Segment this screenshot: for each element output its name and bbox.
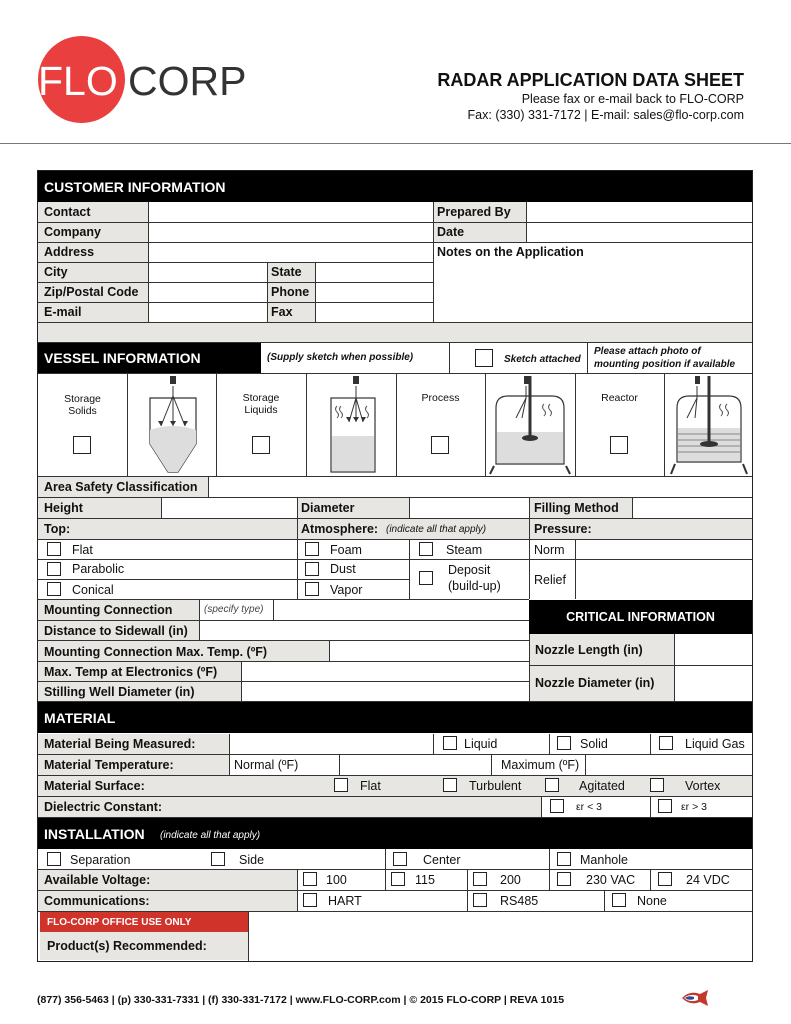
rs485-label: RS485 [500, 894, 539, 908]
mount-max-temp-field[interactable] [330, 641, 529, 661]
surface-turbulent-checkbox[interactable] [443, 778, 457, 792]
top-parabolic-label: Parabolic [72, 562, 125, 576]
pressure-norm-field[interactable] [576, 539, 752, 559]
voltage-200-label: 200 [500, 873, 521, 887]
atmosphere-note: (indicate all that apply) [386, 524, 487, 535]
voltage-230-label: 230 VAC [586, 873, 636, 887]
email-label: E-mail [44, 305, 82, 319]
office-use-banner: FLO-CORP OFFICE USE ONLY [40, 912, 248, 932]
pressure-label: Pressure: [534, 522, 592, 536]
atm-foam-checkbox[interactable] [305, 542, 319, 556]
er-less-3-checkbox[interactable] [550, 799, 564, 813]
voltage-100-label: 100 [326, 873, 347, 887]
material-measured-field[interactable] [230, 734, 433, 754]
height-field[interactable] [162, 498, 297, 518]
voltage-115-label: 115 [415, 873, 435, 887]
stilling-well-field[interactable] [242, 681, 529, 701]
phone-field[interactable] [316, 282, 433, 302]
manhole-label: Manhole [580, 853, 628, 867]
reactor-checkbox[interactable] [610, 436, 628, 454]
data-sheet-form [37, 170, 753, 962]
atm-steam-label: Steam [446, 543, 483, 557]
none-label: None [637, 894, 667, 908]
atm-dust-label: Dust [330, 562, 356, 576]
state-field[interactable] [316, 262, 433, 282]
product-recommended-field[interactable] [249, 912, 752, 961]
center-checkbox[interactable] [393, 852, 407, 866]
storage-solids-tank-icon [128, 374, 216, 476]
storage-solids-checkbox[interactable] [73, 436, 91, 454]
notes-field[interactable] [434, 261, 752, 322]
pressure-relief-label: Relief [534, 573, 566, 587]
area-safety-field[interactable] [209, 477, 752, 497]
diameter-label: Diameter [301, 501, 355, 515]
vessel-section-header: VESSEL INFORMATION [38, 342, 261, 373]
surface-flat-checkbox[interactable] [334, 778, 348, 792]
er-greater-3-checkbox[interactable] [658, 799, 672, 813]
top-conical-checkbox[interactable] [47, 582, 61, 596]
liquid-gas-label: Liquid Gas [685, 737, 745, 751]
center-label: Center [423, 853, 461, 867]
footer-contact-line: (877) 356-5463 | (p) 330-331-7331 | (f) 330-331-7172 | www.FLO-CORP.com | © 2015 FLO-CORP | REVA 1015 [37, 994, 565, 1006]
manhole-checkbox[interactable] [557, 852, 571, 866]
document-title: RADAR APPLICATION DATA SHEET [437, 70, 744, 90]
distance-sidewall-field[interactable] [200, 620, 529, 640]
voltage-200-checkbox[interactable] [473, 872, 487, 886]
company-field[interactable] [149, 222, 433, 242]
fax-label: Fax [271, 305, 293, 319]
prepared-by-field[interactable] [527, 202, 752, 222]
nozzle-diameter-field[interactable] [675, 666, 752, 701]
mounting-connection-field[interactable] [274, 600, 529, 620]
contact-field[interactable] [149, 202, 433, 222]
mounting-connection-label: Mounting Connection [44, 603, 173, 617]
communications-label: Communications: [44, 894, 150, 908]
contact-line: Fax: (330) 331-7172 | E-mail: sales@flo-corp.com [467, 108, 744, 122]
separation-label: Separation [70, 853, 131, 867]
return-instructions: Please fax or e-mail back to FLO-CORP [521, 92, 744, 106]
state-label: State [271, 265, 302, 279]
atmosphere-label: Atmosphere: [301, 522, 379, 536]
zip-field[interactable] [149, 282, 267, 302]
company-label: Company [44, 225, 101, 239]
product-recommended-label: Product(s) Recommended: [47, 939, 207, 953]
process-label: Process [421, 392, 460, 404]
max-temp-electronics-field[interactable] [242, 661, 529, 681]
liquid-label: Liquid [464, 737, 498, 751]
top-conical-label: Conical [72, 583, 114, 597]
top-flat-label: Flat [72, 543, 93, 557]
solid-checkbox[interactable] [557, 736, 571, 750]
atm-deposit-sublabel: (build-up) [448, 579, 501, 593]
separation-checkbox[interactable] [47, 852, 61, 866]
voltage-230-checkbox[interactable] [557, 872, 571, 886]
none-checkbox[interactable] [612, 893, 626, 907]
filling-method-label: Filling Method [534, 501, 619, 515]
process-checkbox[interactable] [431, 436, 449, 454]
maximum-temp-label: Maximum (ºF) [501, 758, 580, 772]
mount-max-temp-label: Mounting Connection Max. Temp. (ºF) [44, 645, 268, 659]
height-label: Height [44, 501, 83, 515]
voltage-100-checkbox[interactable] [303, 872, 317, 886]
installation-section-header: INSTALLATION (indicate all that apply) [38, 818, 752, 849]
critical-info-header: CRITICAL INFORMATION [529, 600, 752, 634]
pressure-relief-field[interactable] [576, 560, 752, 599]
atm-vapor-label: Vapor [330, 583, 363, 597]
voltage-24-label: 24 VDC [686, 873, 730, 887]
sketch-attached-label: Sketch attached [504, 354, 581, 365]
fish-flag-icon [680, 990, 710, 1006]
photo-note-line2: mounting position if available [594, 359, 736, 370]
logo-flo-text: FLO [38, 58, 118, 104]
top-flat-checkbox[interactable] [47, 542, 61, 556]
voltage-label: Available Voltage: [44, 873, 151, 887]
customer-section-header: CUSTOMER INFORMATION [38, 171, 752, 202]
atm-foam-label: Foam [330, 543, 362, 557]
email-field[interactable] [149, 302, 267, 322]
material-measured-label: Material Being Measured: [44, 737, 196, 751]
photo-note-line1: Please attach photo of [594, 346, 701, 357]
storage-solids-label: Storage Solids [64, 393, 101, 417]
dielectric-label: Dielectric Constant: [44, 800, 163, 814]
specify-type-note: (specify type) [204, 604, 264, 615]
storage-liquids-label: Storage Liquids [242, 392, 280, 416]
header-divider [0, 143, 791, 144]
material-temp-label: Material Temperature: [44, 758, 174, 772]
surface-turbulent-label: Turbulent [469, 779, 522, 793]
stilling-well-label: Stilling Well Diameter (in) [44, 685, 195, 699]
solid-label: Solid [580, 737, 608, 751]
voltage-115-checkbox[interactable] [391, 872, 405, 886]
logo-corp-text: CORP [128, 58, 247, 104]
nozzle-diameter-label: Nozzle Diameter (in) [535, 676, 655, 690]
sketch-note: (Supply sketch when possible) [267, 352, 414, 363]
liquid-gas-checkbox[interactable] [659, 736, 673, 750]
side-checkbox[interactable] [211, 852, 225, 866]
pressure-norm-label: Norm [534, 543, 565, 557]
atm-dust-checkbox[interactable] [305, 562, 319, 576]
notes-label: Notes on the Application [437, 245, 584, 259]
nozzle-length-label: Nozzle Length (in) [535, 643, 643, 657]
liquid-checkbox[interactable] [443, 736, 457, 750]
prepared-by-label: Prepared By [437, 205, 511, 219]
hart-checkbox[interactable] [303, 893, 317, 907]
date-field[interactable] [527, 222, 752, 242]
customer-footer-strip [38, 322, 752, 342]
normal-temp-field[interactable] [340, 755, 491, 775]
storage-liquids-checkbox[interactable] [252, 436, 270, 454]
address-label: Address [44, 245, 95, 259]
city-label: City [44, 265, 68, 279]
surface-agitated-checkbox[interactable] [545, 778, 559, 792]
material-section-header: MATERIAL [38, 702, 752, 733]
er-less-3-label: εr < 3 [576, 801, 602, 813]
phone-label: Phone [271, 285, 310, 299]
storage-liquids-tank-icon [307, 374, 395, 476]
surface-agitated-label: Agitated [579, 779, 625, 793]
atm-deposit-checkbox[interactable] [419, 571, 433, 585]
address-field[interactable] [149, 242, 433, 262]
voltage-24-checkbox[interactable] [658, 872, 672, 886]
distance-sidewall-label: Distance to Sidewall (in) [44, 624, 188, 638]
side-label: Side [239, 853, 265, 867]
process-tank-icon [486, 374, 574, 476]
surface-vortex-checkbox[interactable] [650, 778, 664, 792]
normal-temp-label: Normal (ºF) [234, 758, 299, 772]
max-temp-electronics-label: Max. Temp at Electronics (ºF) [44, 665, 218, 679]
top-label: Top: [44, 522, 71, 536]
reactor-label: Reactor [601, 392, 638, 404]
er-greater-3-label: εr > 3 [681, 801, 707, 813]
contact-label: Contact [44, 205, 91, 219]
date-label: Date [437, 225, 465, 239]
maximum-temp-field[interactable] [586, 755, 752, 775]
top-parabolic-checkbox[interactable] [47, 562, 61, 576]
surface-flat-label: Flat [360, 779, 381, 793]
area-safety-label: Area Safety Classification [44, 480, 198, 494]
fax-field[interactable] [316, 302, 433, 322]
zip-label: Zip/Postal Code [44, 285, 139, 299]
material-surface-label: Material Surface: [44, 779, 145, 793]
filling-method-field[interactable] [633, 498, 752, 518]
rs485-checkbox[interactable] [473, 893, 487, 907]
city-field[interactable] [149, 262, 267, 282]
atm-deposit-label: Deposit [448, 563, 491, 577]
nozzle-length-field[interactable] [675, 634, 752, 665]
atm-vapor-checkbox[interactable] [305, 582, 319, 596]
surface-vortex-label: Vortex [685, 779, 721, 793]
reactor-tank-icon [665, 374, 753, 476]
hart-label: HART [328, 894, 362, 908]
diameter-field[interactable] [410, 498, 529, 518]
sketch-attached-checkbox[interactable] [475, 349, 493, 367]
atm-steam-checkbox[interactable] [419, 542, 433, 556]
